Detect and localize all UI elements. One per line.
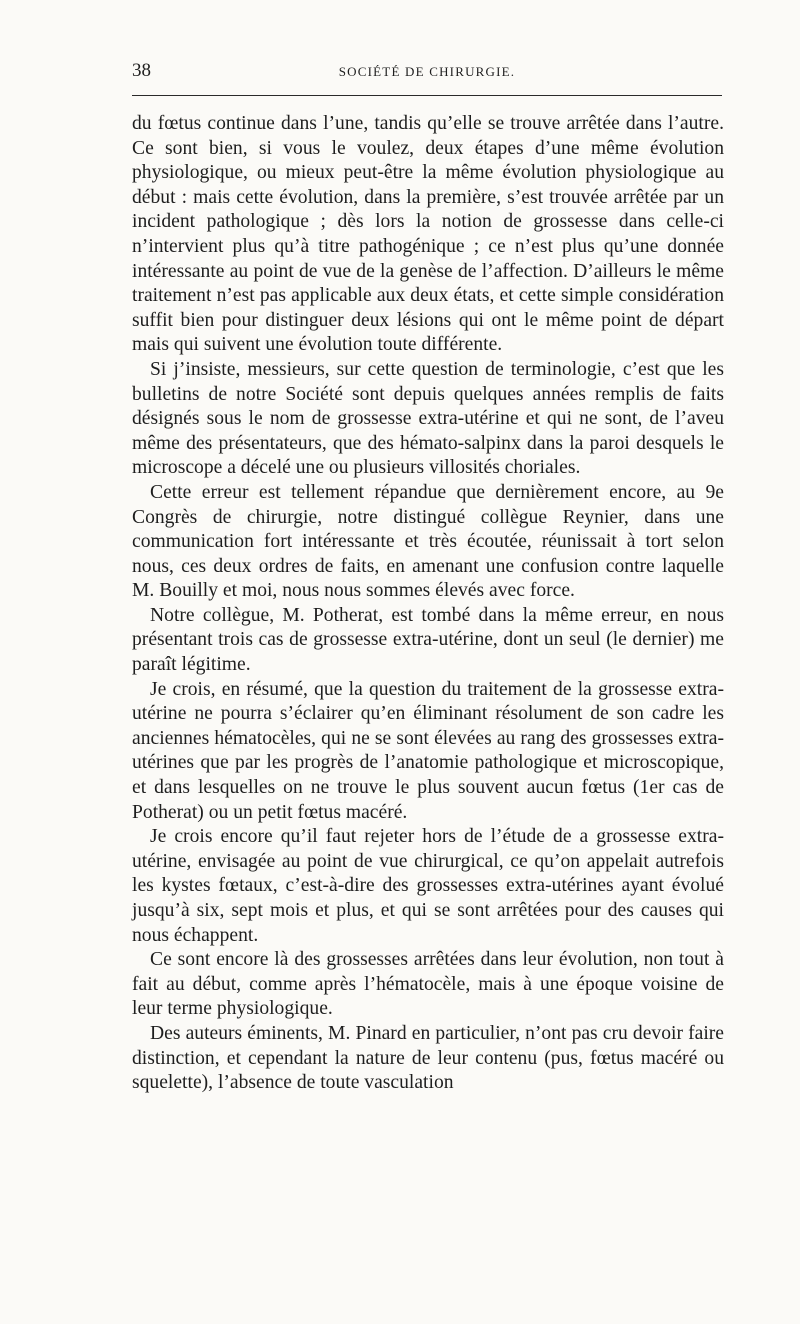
page-number: 38 <box>132 60 151 81</box>
paragraph: Des auteurs éminents, M. Pinard en particulier, n’ont pas cru devoir faire distinction, et cependant la nature de leur contenu (pus, fœtus macéré ou squelette), l’absence de toute vasculation <box>132 1022 724 1094</box>
paragraph: Cette erreur est tellement répandue que dernièrement encore, au 9e Congrès de chirurgie, notre distingué collègue Reynier, dans une communication fort intéressante et très écoutée, réunissait à tort selon nous, ces deux ordres de faits, en amenant une confusion contre laquelle M. Bouilly et moi, nous nous sommes élevés avec force. <box>132 481 724 602</box>
paragraph: Si j’insiste, messieurs, sur cette question de terminologie, c’est que les bulletins de notre Société sont depuis quelques années remplis de faits désignés sous le nom de grossesse extra-utérine et qui ne sont, de l’aveu même des présentateurs, que des hémato-salpinx dans la paroi desquels le microscope a décelé une ou plusieurs villosités choriales. <box>132 358 724 479</box>
header-rule <box>132 95 722 96</box>
body-text <box>132 112 724 1096</box>
paragraph: du fœtus continue dans l’une, tandis qu’elle se trouve arrêtée dans l’autre. Ce sont bien, si vous le voulez, deux étapes d’une même évolution physiologique, ou mieux peut-être la même évolution physiologique au début : mais cette évolution, dans la première, s’est trouvée arrêtée par un incident pathologique ; dès lors la notion de grossesse dans celle-ci n’intervient plus qu’à titre pathogénique ; ce n’est plus qu’une donnée intéressante au point de vue de la genèse de l’affection. D’ailleurs le même traitement n’est pas applicable aux deux états, et cette simple considération suffit bien pour distinguer deux lésions qui ont le même point de départ mais qui suivent une évolution toute différente. <box>132 113 724 356</box>
paragraph: Notre collègue, M. Potherat, est tombé dans la même erreur, en nous présentant trois cas de grossesse extra-utérine, dont un seul (le dernier) me paraît légitime. <box>132 604 724 676</box>
running-head: SOCIÉTÉ DE CHIRURGIE. <box>338 64 516 79</box>
paragraph: Je crois, en résumé, que la question du traitement de la grossesse extra-utérine ne pourra s’éclairer qu’en éliminant résolument de son cadre les anciennes hématocèles, qui ne se sont élevées au rang des grossesses extra-utérines que par les progrès de l’anatomie pathologique et microscopique, et dans lesquelles on ne trouve le plus souvent aucun fœtus (1er cas de Potherat) ou un petit fœtus macéré. <box>132 678 724 823</box>
paragraph: Ce sont encore là des grossesses arrêtées dans leur évolution, non tout à fait au début, comme après l’hématocèle, mais à une époque voisine de leur terme physiologique. <box>132 949 724 1020</box>
paragraph: Je crois encore qu’il faut rejeter hors de l’étude de a grossesse extra-utérine, envisagée au point de vue chirurgical, ce qu’on appelait autrefois les kystes fœtaux, c’est-à-dire des grossesses extra-utérines ayant évolué jusqu’à six, sept mois et plus, et qui se sont arrêtées pour des causes qui nous échappent. <box>132 826 724 946</box>
page-header <box>132 58 722 88</box>
